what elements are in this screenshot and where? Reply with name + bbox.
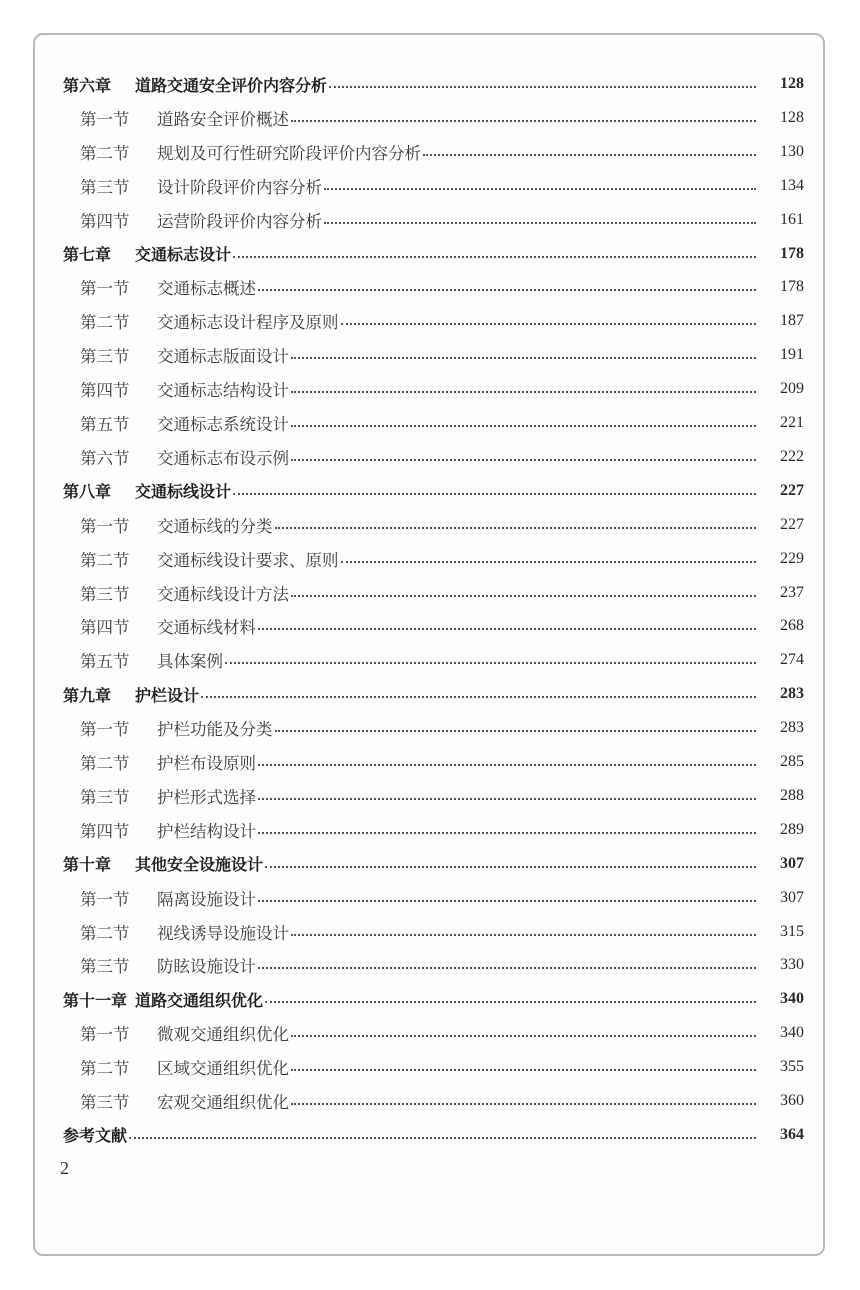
toc-chapter-entry [63, 984, 804, 1014]
dot-leader [258, 289, 756, 291]
entry-label: 第四节 [80, 211, 130, 231]
entry-label: 第二节 [80, 143, 130, 163]
dot-leader [258, 967, 756, 969]
entry-title: 微观交通组织优化 [157, 1025, 289, 1045]
toc-section-entry [80, 510, 804, 540]
entry-title: 设计阶段评价内容分析 [157, 177, 322, 197]
toc-section-entry [80, 137, 804, 167]
entry-title: 交通标线设计方法 [157, 584, 289, 604]
entry-page-number: 360 [780, 1092, 804, 1109]
dot-leader [423, 154, 756, 156]
entry-title: 参考文献 [63, 1126, 128, 1146]
entry-page-number: 355 [780, 1058, 804, 1076]
entry-page-number: 227 [780, 515, 804, 533]
dot-leader [265, 1001, 756, 1003]
toc-chapter-entry [63, 849, 804, 879]
dot-leader [233, 493, 756, 495]
entry-label: 第一节 [80, 1025, 130, 1045]
toc-chapter-entry [63, 69, 804, 99]
entry-label: 第六章 [63, 75, 112, 95]
entry-page-number: 178 [780, 244, 804, 262]
entry-page-number: 237 [780, 583, 804, 601]
entry-title: 道路交通安全评价内容分析 [135, 75, 328, 95]
entry-title: 规划及可行性研究阶段评价内容分析 [157, 143, 421, 163]
entry-title: 交通标志设计 [135, 245, 232, 264]
entry-title: 护栏形式选择 [157, 787, 256, 807]
entry-title: 道路交通组织优化 [135, 990, 264, 1010]
toc-section-entry [80, 306, 804, 336]
entry-title: 运营阶段评价内容分析 [157, 211, 322, 231]
entry-title: 防眩设施设计 [157, 957, 256, 977]
toc-section-entry [80, 205, 804, 235]
toc-section-entry [80, 374, 804, 404]
dot-leader [341, 323, 757, 325]
entry-title: 护栏设计 [135, 685, 200, 705]
toc-section-entry [80, 408, 804, 438]
entry-label: 第二节 [80, 313, 130, 333]
page-number: 2 [60, 1158, 69, 1178]
entry-label: 第一节 [80, 720, 130, 740]
toc-section-entry [80, 272, 804, 302]
toc-section-entry [80, 340, 804, 370]
entry-page-number: 285 [780, 753, 804, 770]
entry-label: 第一节 [80, 516, 130, 536]
entry-page-number: 364 [780, 1125, 804, 1143]
entry-page-number: 128 [780, 75, 804, 92]
dot-leader [275, 730, 757, 732]
dot-leader [129, 1137, 756, 1139]
toc-section-entry [80, 103, 804, 133]
toc-section-entry [80, 611, 804, 641]
dot-leader [258, 900, 756, 902]
entry-label: 第三节 [80, 787, 130, 807]
entry-page-number: 268 [780, 617, 804, 635]
dot-leader [258, 628, 756, 630]
entry-page-number: 289 [780, 820, 804, 838]
entry-page-number: 178 [780, 278, 804, 296]
dot-leader [201, 696, 756, 698]
entry-page-number: 330 [780, 956, 804, 974]
entry-label: 第三节 [80, 177, 130, 197]
entry-label: 第十一章 [63, 990, 128, 1010]
entry-page-number: 222 [780, 447, 804, 465]
dot-leader [324, 188, 756, 190]
toc-section-entry [80, 171, 804, 201]
entry-label: 第三节 [80, 1093, 130, 1112]
entry-title: 其他安全设施设计 [135, 855, 264, 875]
dot-leader [291, 1035, 756, 1037]
entry-label: 第四节 [80, 381, 130, 401]
entry-page-number: 187 [780, 312, 804, 330]
entry-title: 交通标志版面设计 [157, 347, 289, 367]
entry-label: 第三节 [80, 584, 130, 604]
entry-label: 第二节 [80, 754, 130, 773]
dot-leader [258, 764, 756, 766]
entry-label: 第八章 [63, 482, 112, 502]
toc-section-entry [80, 1018, 804, 1048]
entry-label: 第三节 [80, 957, 130, 977]
entry-title: 道路安全评价概述 [157, 109, 289, 129]
toc-section-entry [80, 442, 804, 472]
entry-page-number: 307 [780, 854, 804, 872]
entry-page-number: 209 [780, 380, 804, 398]
entry-label: 第四节 [80, 618, 130, 638]
entry-page-number: 307 [780, 888, 804, 906]
entry-title: 交通标志系统设计 [157, 415, 289, 434]
entry-label: 第一节 [80, 889, 130, 909]
dot-leader [291, 357, 756, 359]
entry-page-number: 221 [780, 414, 804, 431]
dot-leader [291, 391, 756, 393]
entry-label: 第九章 [63, 685, 112, 705]
toc-section-entry [80, 578, 804, 608]
entry-label: 第十章 [63, 855, 112, 875]
entry-title: 护栏功能及分类 [157, 720, 273, 740]
entry-label: 第一节 [80, 279, 130, 299]
toc-chapter-entry [63, 476, 804, 506]
dot-leader [275, 527, 757, 529]
entry-title: 隔离设施设计 [157, 889, 256, 909]
entry-title: 交通标志概述 [157, 279, 256, 299]
entry-label: 第三节 [80, 347, 130, 367]
dot-leader [324, 222, 756, 224]
entry-page-number: 134 [780, 176, 804, 194]
entry-title: 交通标志设计程序及原则 [157, 313, 339, 333]
entry-label: 第二节 [80, 923, 130, 943]
entry-label: 第五节 [80, 652, 130, 672]
toc-chapter-entry [63, 239, 804, 269]
toc-section-entry [80, 713, 804, 743]
entry-title: 护栏结构设计 [157, 821, 256, 841]
entry-title: 交通标志布设示例 [157, 448, 289, 468]
toc-section-entry [80, 645, 804, 675]
entry-label: 第七章 [63, 245, 112, 264]
entry-page-number: 315 [780, 922, 804, 940]
entry-page-number: 161 [780, 210, 804, 228]
entry-page-number: 128 [780, 108, 804, 126]
dot-leader [291, 459, 756, 461]
entry-label: 第一节 [80, 109, 130, 129]
dot-leader [329, 86, 756, 88]
entry-page-number: 191 [780, 346, 804, 364]
toc-chapter-entry [63, 1120, 804, 1150]
toc-section-entry [80, 1052, 804, 1082]
toc-section-entry [80, 917, 804, 947]
entry-page-number: 340 [780, 1024, 804, 1042]
dot-leader [291, 1069, 756, 1071]
dot-leader [341, 561, 757, 563]
toc-section-entry [80, 815, 804, 845]
dot-leader [291, 934, 756, 936]
entry-title: 具体案例 [157, 652, 223, 672]
toc-section-entry [80, 883, 804, 913]
entry-title: 交通标线的分类 [157, 516, 273, 536]
dot-leader [291, 1103, 756, 1105]
entry-page-number: 288 [780, 786, 804, 804]
entry-page-number: 283 [780, 685, 804, 703]
entry-title: 交通标志结构设计 [157, 381, 289, 401]
toc-section-entry [80, 747, 804, 777]
dot-leader [233, 256, 756, 258]
toc-section-entry [80, 950, 804, 980]
entry-page-number: 283 [780, 719, 804, 737]
entry-page-number: 229 [780, 549, 804, 567]
dot-leader [291, 425, 756, 427]
dot-leader [291, 595, 756, 597]
toc-chapter-entry [63, 679, 804, 709]
entry-page-number: 340 [780, 990, 804, 1008]
entry-title: 区域交通组织优化 [157, 1059, 289, 1079]
dot-leader [258, 798, 756, 800]
entry-label: 第二节 [80, 550, 130, 570]
dot-leader [225, 662, 756, 664]
entry-title: 视线诱导设施设计 [157, 923, 289, 943]
entry-page-number: 130 [780, 142, 804, 160]
dot-leader [265, 866, 756, 868]
entry-title: 交通标线设计 [135, 482, 232, 502]
dot-leader [258, 832, 756, 834]
toc-section-entry [80, 781, 804, 811]
entry-title: 交通标线材料 [157, 618, 256, 638]
entry-title: 护栏布设原则 [157, 754, 256, 773]
entry-page-number: 274 [780, 651, 804, 669]
entry-label: 第五节 [80, 415, 130, 434]
toc-section-entry [80, 544, 804, 574]
entry-title: 宏观交通组织优化 [157, 1093, 289, 1112]
dot-leader [291, 120, 756, 122]
entry-label: 第六节 [80, 448, 130, 468]
toc-section-entry [80, 1086, 804, 1116]
entry-title: 交通标线设计要求、原则 [157, 550, 339, 570]
entry-page-number: 227 [780, 481, 804, 499]
entry-label: 第二节 [80, 1059, 130, 1079]
entry-label: 第四节 [80, 821, 130, 841]
